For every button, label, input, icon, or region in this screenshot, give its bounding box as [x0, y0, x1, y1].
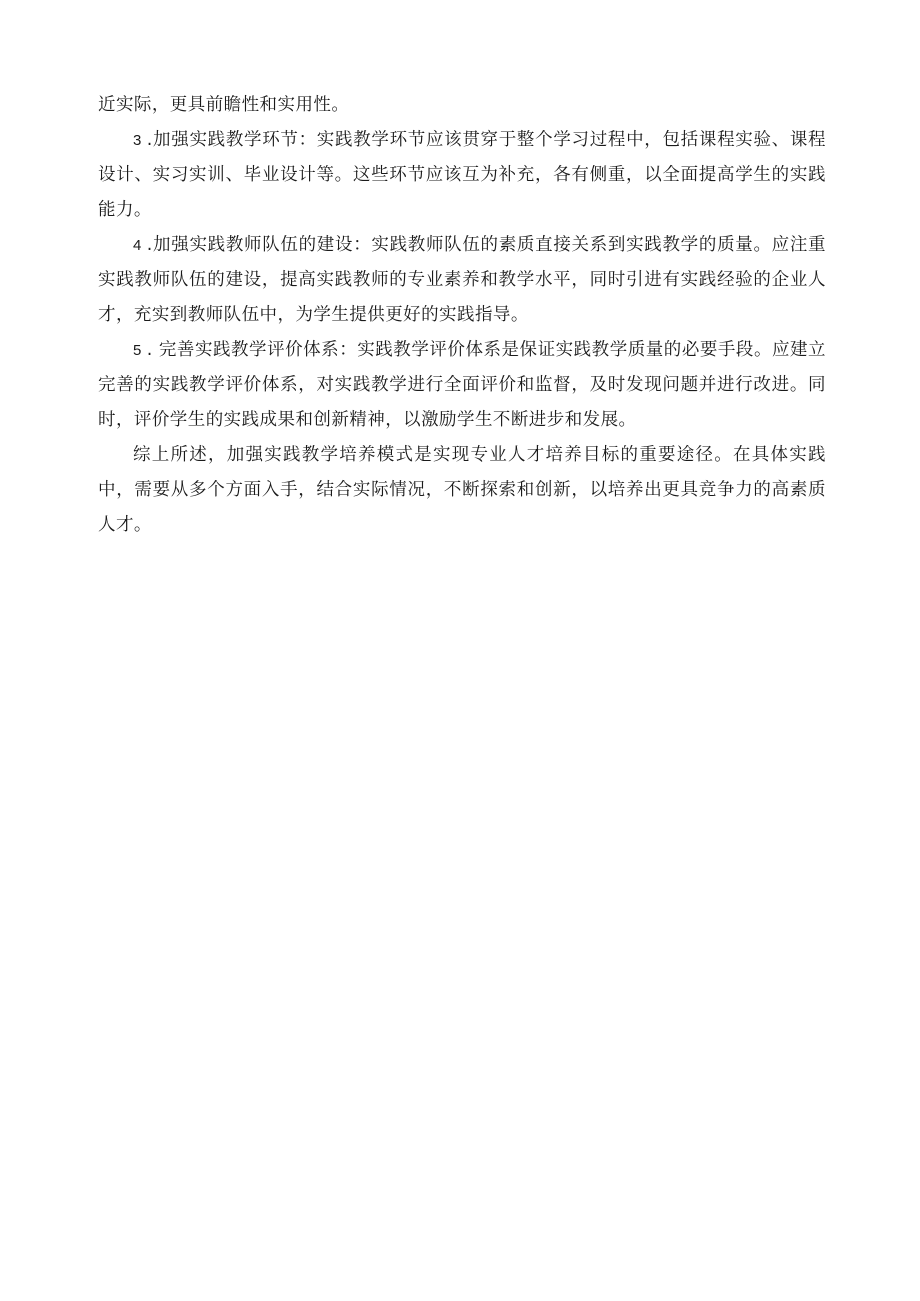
paragraph-item-4 [98, 228, 826, 333]
paragraph-text: .加强实践教学环节：实践教学环节应该贯穿于整个学习过程中，包括课程实验、课程设计、实习实训、毕业设计等。这些环节应该互为补充，各有侧重，以全面提高学生的实践能力。 [98, 130, 826, 220]
paragraph-continuation [98, 88, 826, 123]
document-body [98, 88, 826, 543]
item-number: 4 [133, 237, 142, 254]
item-number: 5 [133, 342, 142, 359]
paragraph-item-3 [98, 123, 826, 228]
paragraph-text: .加强实践教师队伍的建设：实践教师队伍的素质直接关系到实践教学的质量。应注重实践教师队伍的建设，提高实践教师的专业素养和教学水平，同时引进有实践经验的企业人才，充实到教师队伍中，为学生提供更好的实践指导。 [98, 235, 826, 325]
paragraph-text: 近实际，更具前瞻性和实用性。 [98, 95, 350, 115]
item-number: 3 [133, 132, 142, 149]
paragraph-text: . 完善实践教学评价体系：实践教学评价体系是保证实践教学质量的必要手段。应建立完善的实践教学评价体系，对实践教学进行全面评价和监督，及时发现问题并进行改进。同时，评价学生的实践成果和创新精神，以激励学生不断进步和发展。 [98, 340, 826, 430]
paragraph-item-5 [98, 333, 826, 438]
paragraph-conclusion [98, 438, 826, 543]
paragraph-text: 综上所述，加强实践教学培养模式是实现专业人才培养目标的重要途径。在具体实践中，需要从多个方面入手，结合实际情况，不断探索和创新，以培养出更具竞争力的高素质人才。 [98, 445, 826, 535]
